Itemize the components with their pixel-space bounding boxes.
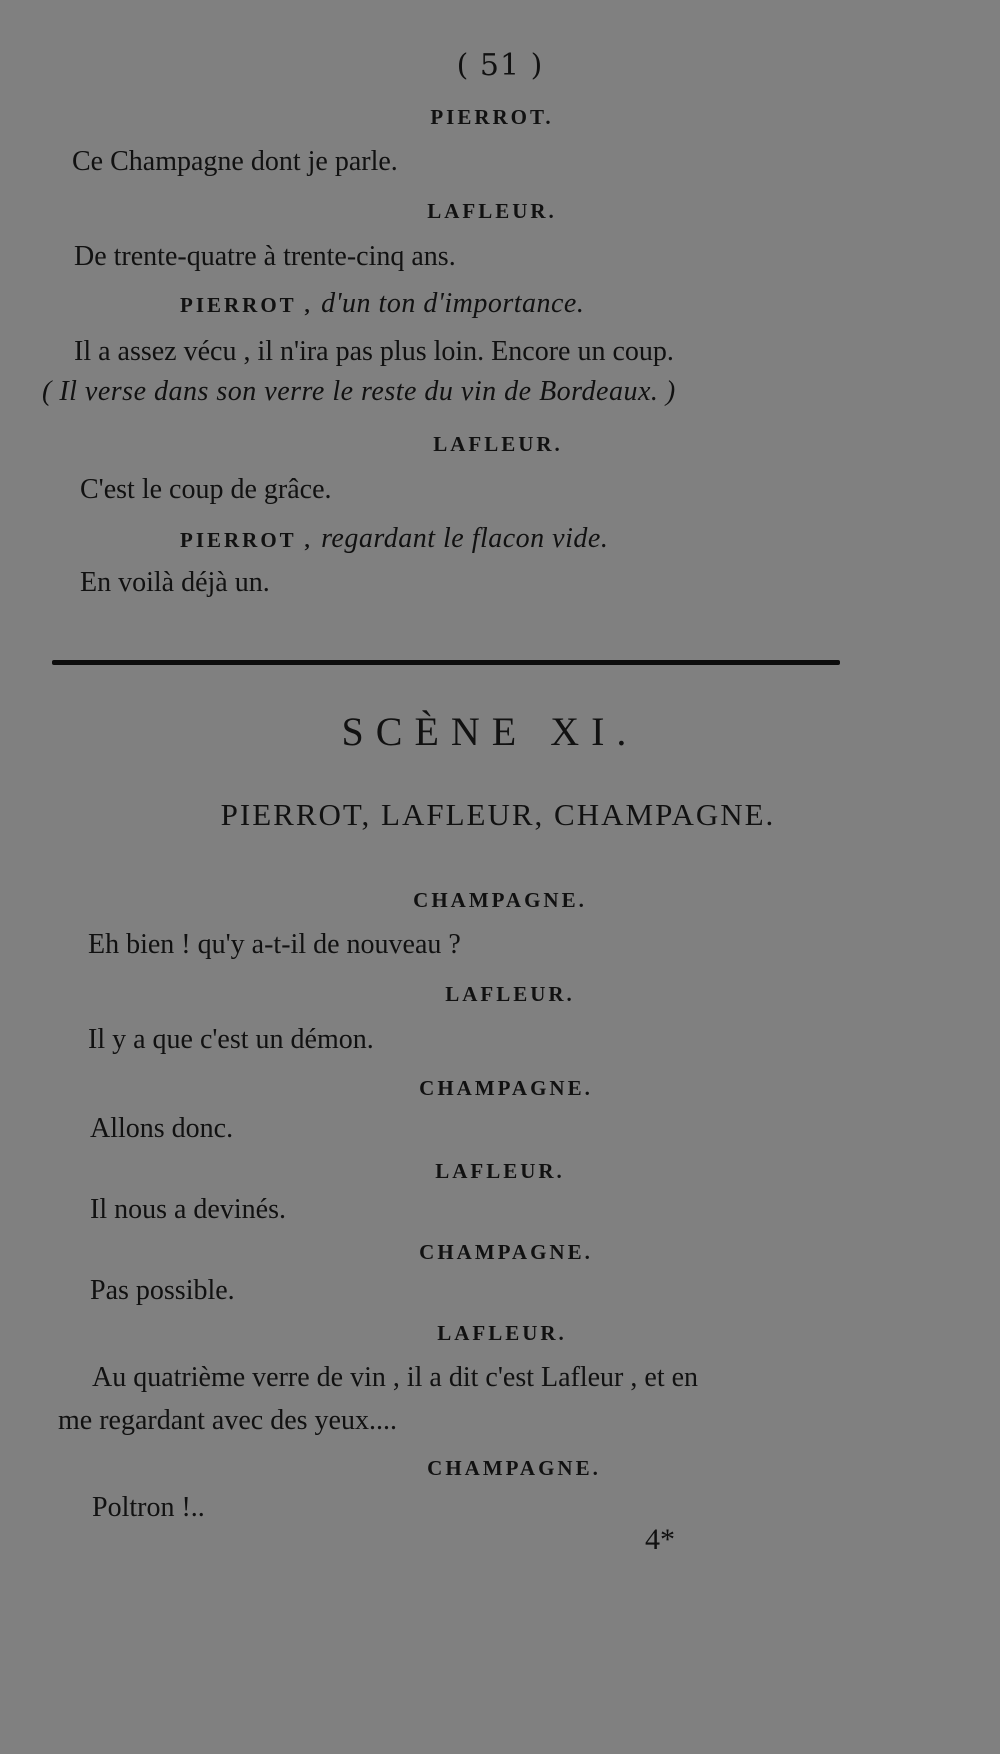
stage-direction: d'un ton d'importance. (321, 288, 585, 319)
dialogue-line: Eh bien ! qu'y a-t-il de nouveau ? (88, 929, 461, 960)
speaker-label: CHAMPAGNE. (419, 1076, 593, 1100)
scene-divider (52, 660, 840, 665)
dialogue-line: Il y a que c'est un démon. (88, 1024, 374, 1055)
speaker-label: LAFLEUR. (427, 199, 557, 223)
page-number: ( 51 ) (456, 48, 544, 83)
speaker-label: PIERROT , (180, 528, 313, 552)
speaker-label: PIERROT , (180, 293, 313, 317)
dialogue-line: Il a assez vécu , il n'ira pas plus loin. Encore un coup. (74, 336, 674, 367)
speaker-label: CHAMPAGNE. (413, 888, 587, 912)
speaker-label: LAFLEUR. (437, 1321, 567, 1345)
stage-direction: ( Il verse dans son verre le reste du vin de Bordeaux. ) (42, 376, 676, 407)
dialogue-line: Poltron !.. (92, 1492, 205, 1523)
speaker-with-direction (180, 288, 584, 320)
speaker-label: CHAMPAGNE. (427, 1456, 601, 1480)
cast-list: PIERROT, LAFLEUR, CHAMPAGNE. (220, 797, 776, 832)
speaker-label: LAFLEUR. (445, 982, 575, 1006)
dialogue-line-continued: me regardant avec des yeux.... (58, 1405, 397, 1436)
speaker-label: LAFLEUR. (435, 1159, 565, 1183)
scene-title: SCÈNE XI. (341, 709, 639, 754)
dialogue-line: Ce Champagne dont je parle. (72, 146, 398, 177)
dialogue-line: Au quatrième verre de vin , il a dit c'est Lafleur , et en (92, 1362, 699, 1393)
dialogue-line: Allons donc. (90, 1113, 234, 1144)
signature-mark: 4* (645, 1523, 675, 1556)
dialogue-line: En voilà déjà un. (80, 567, 270, 598)
dialogue-line: Il nous a devinés. (90, 1194, 286, 1225)
dialogue-line: De trente-quatre à trente-cinq ans. (74, 241, 456, 272)
speaker-label: PIERROT. (430, 105, 554, 129)
dialogue-line: C'est le coup de grâce. (80, 474, 332, 505)
stage-direction: regardant le flacon vide. (321, 523, 609, 554)
speaker-label: CHAMPAGNE. (419, 1240, 593, 1264)
dialogue-line: Pas possible. (90, 1275, 235, 1306)
speaker-with-direction (180, 523, 608, 555)
speaker-label: LAFLEUR. (433, 432, 563, 456)
